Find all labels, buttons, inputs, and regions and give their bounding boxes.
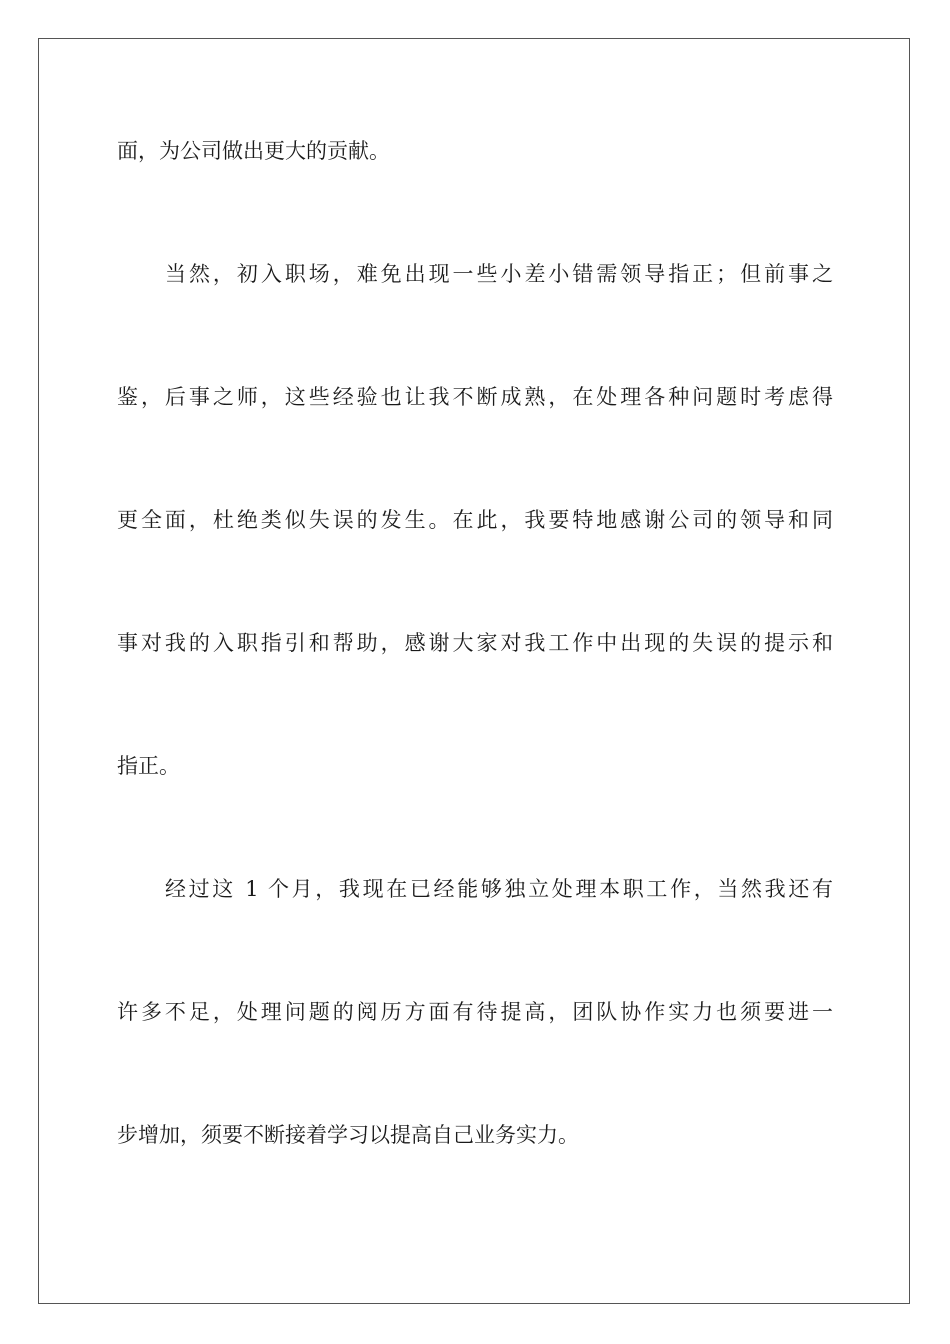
paragraph-line-6: 指正。 (117, 754, 180, 778)
paragraph-line-7: 经过这 1 个月，我现在已经能够独立处理本职工作，当然我还有 (165, 877, 833, 901)
page-border (38, 38, 910, 1304)
paragraph-line-8: 许多不足，处理问题的阅历方面有待提高，团队协作实力也须要进一 (117, 1000, 833, 1024)
paragraph-line-4: 更全面，杜绝类似失误的发生。在此，我要特地感谢公司的领导和同 (117, 508, 833, 532)
paragraph-line-5: 事对我的入职指引和帮助，感谢大家对我工作中出现的失误的提示和 (117, 631, 833, 655)
paragraph-line-2: 当然，初入职场，难免出现一些小差小错需领导指正；但前事之 (165, 262, 833, 286)
paragraph-line-3: 鉴，后事之师，这些经验也让我不断成熟，在处理各种问题时考虑得 (117, 385, 833, 409)
paragraph-line-9: 步增加，须要不断接着学习以提高自己业务实力。 (117, 1123, 579, 1147)
paragraph-line-1: 面，为公司做出更大的贡献。 (117, 139, 390, 163)
